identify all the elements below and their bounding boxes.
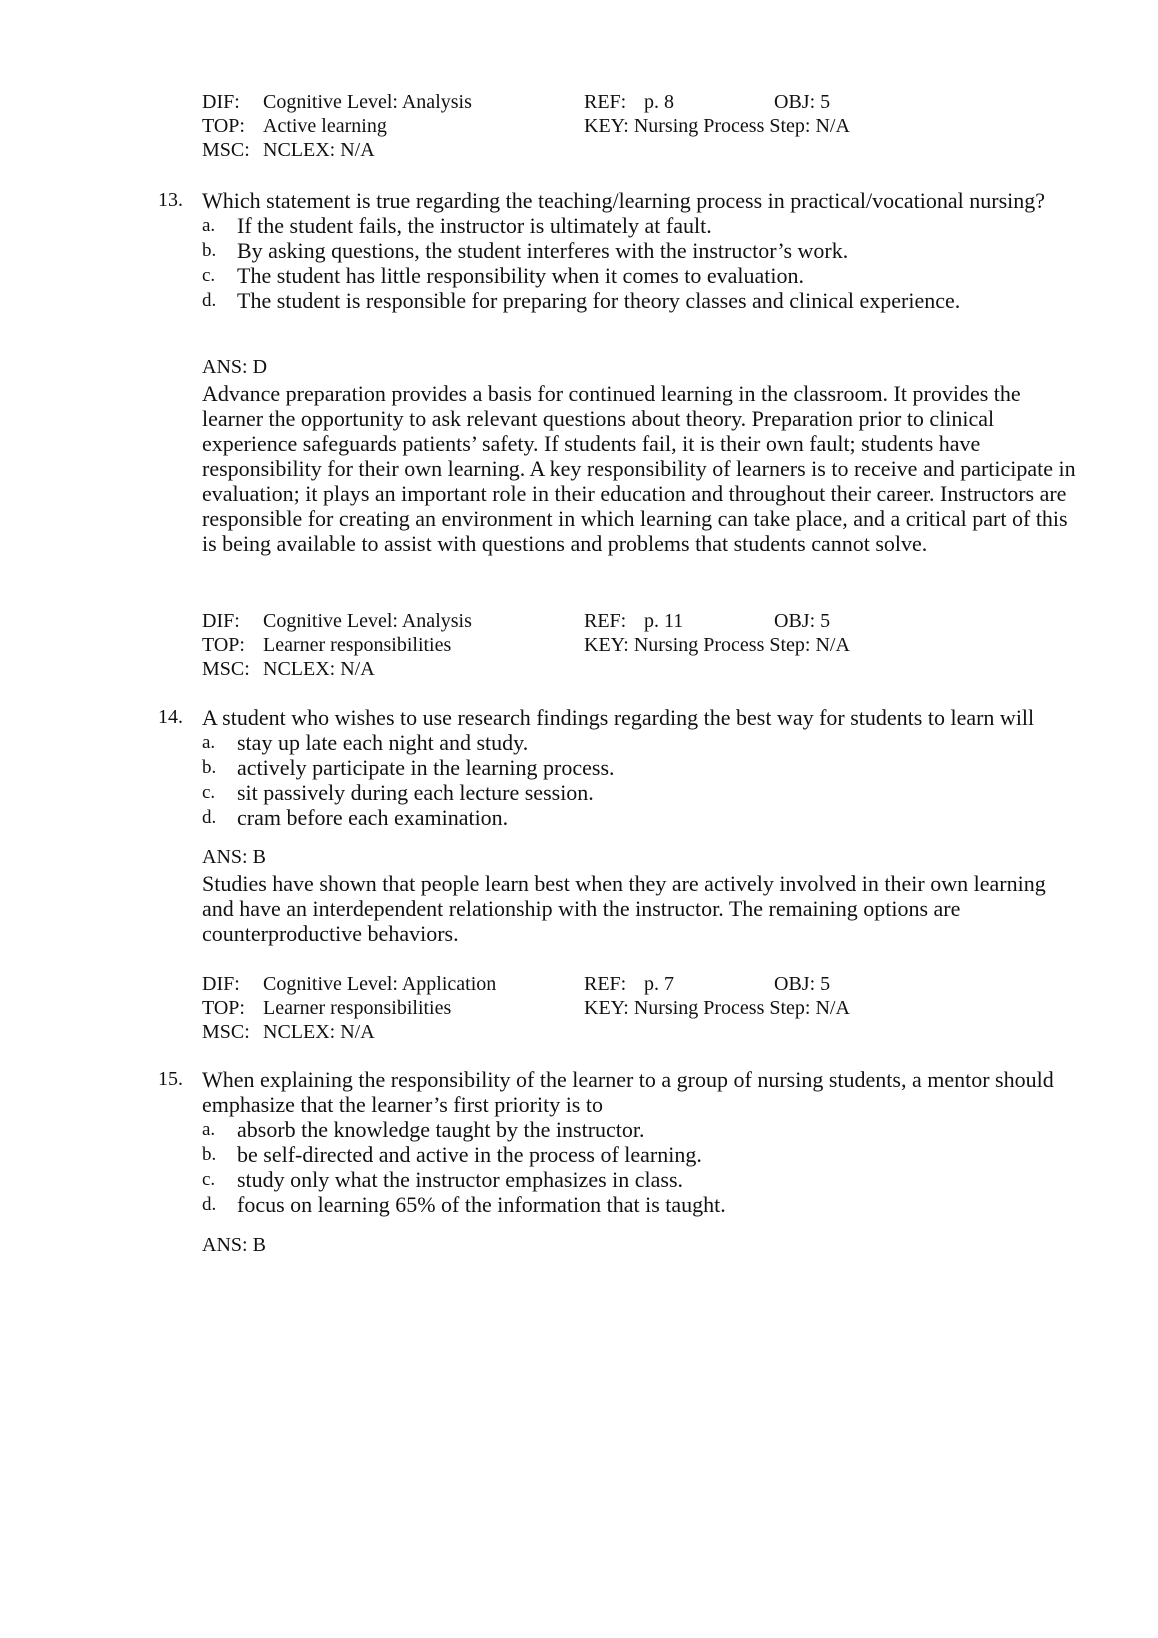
obj-value: OBJ: 5 xyxy=(774,973,831,995)
answer-key: ANS: D xyxy=(202,356,268,378)
msc-value: NCLEX: N/A xyxy=(263,658,375,680)
option-a xyxy=(202,1117,1098,1142)
ref-value: p. 8 xyxy=(644,91,674,113)
meta-row-msc xyxy=(202,1020,962,1044)
obj-value: OBJ: 5 xyxy=(774,91,831,113)
dif-label: DIF: xyxy=(202,610,240,632)
option-d xyxy=(202,1192,1098,1217)
option-letter: b. xyxy=(202,240,217,261)
msc-label: MSC: xyxy=(202,658,250,680)
option-text: If the student fails, the instructor is ultimately at fault. xyxy=(237,213,712,238)
option-text: be self-directed and active in the process of learning. xyxy=(237,1142,702,1167)
top-label: TOP: xyxy=(202,115,245,137)
answer-block-14 xyxy=(202,845,1082,946)
option-text: study only what the instructor emphasizes in class. xyxy=(237,1167,684,1192)
key-value: KEY: Nursing Process Step: N/A xyxy=(584,115,850,137)
key-value: KEY: Nursing Process Step: N/A xyxy=(584,997,850,1019)
option-text: stay up late each night and study. xyxy=(237,730,529,755)
meta-row-msc xyxy=(202,657,962,681)
obj-value: OBJ: 5 xyxy=(774,610,831,632)
option-letter: b. xyxy=(202,1144,217,1165)
option-c xyxy=(202,263,1098,288)
key-value: KEY: Nursing Process Step: N/A xyxy=(584,634,850,656)
option-text: actively participate in the learning process. xyxy=(237,755,615,780)
option-a xyxy=(202,213,1098,238)
rationale: Advance preparation provides a basis for continued learning in the classroom. It provides the learner the opportunity to ask relevant questions about theory. Preparation prior to clinical experience safeguards patients’ safety. If students fail, it is their own fault; students have responsibility for their own learning. A key responsibility of learners is to receive and participate in evaluation; it plays an important role in their education and throughout their career. Instructors are responsible for creating an environment in which learning can take place, and a critical part of this is being available to assist with questions and problems that students cannot solve. xyxy=(202,381,1076,556)
question-stem: A student who wishes to use research findings regarding the best way for students to learn will xyxy=(202,705,1035,730)
dif-label: DIF: xyxy=(202,973,240,995)
option-letter: d. xyxy=(202,290,217,311)
top-label: TOP: xyxy=(202,634,245,656)
option-list xyxy=(202,730,1098,830)
meta-row-dif xyxy=(202,609,962,633)
option-letter: c. xyxy=(202,265,216,286)
msc-label: MSC: xyxy=(202,1021,250,1043)
ref-label: REF: xyxy=(584,91,627,113)
metadata-block xyxy=(202,609,962,681)
option-d xyxy=(202,288,1098,313)
meta-row-top xyxy=(202,633,962,657)
answer-key: ANS: B xyxy=(202,1234,266,1256)
top-value: Active learning xyxy=(263,115,387,137)
answer-block-13 xyxy=(202,355,1082,556)
metadata-block xyxy=(202,972,962,1044)
option-text: cram before each examination. xyxy=(237,805,509,830)
option-text: By asking questions, the student interferes with the instructor’s work. xyxy=(237,238,849,263)
top-label: TOP: xyxy=(202,997,245,1019)
dif-value: Cognitive Level: Analysis xyxy=(263,610,472,632)
dif-value: Cognitive Level: Analysis xyxy=(263,91,472,113)
meta-row-top xyxy=(202,114,962,138)
meta-row-dif xyxy=(202,972,962,996)
meta-row-msc xyxy=(202,138,962,162)
question-13 xyxy=(158,188,1098,313)
msc-value: NCLEX: N/A xyxy=(263,139,375,161)
option-letter: b. xyxy=(202,757,217,778)
answer-key: ANS: B xyxy=(202,846,266,868)
metadata-block xyxy=(202,90,962,162)
option-letter: d. xyxy=(202,1194,217,1215)
option-list xyxy=(202,213,1098,313)
ref-label: REF: xyxy=(584,610,627,632)
option-list xyxy=(202,1117,1098,1217)
option-c xyxy=(202,780,1098,805)
ref-value: p. 11 xyxy=(644,610,684,632)
option-b xyxy=(202,755,1098,780)
question-stem: Which statement is true regarding the teaching/learning process in practical/vocational nursing? xyxy=(202,188,1046,213)
rationale: Studies have shown that people learn best when they are actively involved in their own learning and have an interdependent relationship with the instructor. The remaining options are counterproductive behaviors. xyxy=(202,871,1046,946)
answer-block-15 xyxy=(202,1233,1082,1259)
meta-row-dif xyxy=(202,90,962,114)
option-letter: c. xyxy=(202,1169,216,1190)
option-c xyxy=(202,1167,1098,1192)
option-b xyxy=(202,238,1098,263)
option-letter: d. xyxy=(202,807,217,828)
option-text: The student is responsible for preparing for theory classes and clinical experience. xyxy=(237,288,961,313)
option-text: sit passively during each lecture session. xyxy=(237,780,594,805)
ref-value: p. 7 xyxy=(644,973,674,995)
question-number: 13. xyxy=(158,189,183,211)
question-15 xyxy=(158,1067,1098,1217)
dif-value: Cognitive Level: Application xyxy=(263,973,497,995)
option-letter: a. xyxy=(202,215,216,236)
question-stem: When explaining the responsibility of the learner to a group of nursing students, a mentor should emphasize that the learner’s first priority is to xyxy=(202,1067,1054,1117)
option-text: absorb the knowledge taught by the instructor. xyxy=(237,1117,645,1142)
option-d xyxy=(202,805,1098,830)
option-letter: a. xyxy=(202,732,216,753)
option-b xyxy=(202,1142,1098,1167)
dif-label: DIF: xyxy=(202,91,240,113)
top-value: Learner responsibilities xyxy=(263,997,452,1019)
option-letter: c. xyxy=(202,782,216,803)
option-letter: a. xyxy=(202,1119,216,1140)
question-number: 14. xyxy=(158,706,183,728)
ref-label: REF: xyxy=(584,973,627,995)
question-14 xyxy=(158,705,1098,830)
option-a xyxy=(202,730,1098,755)
msc-label: MSC: xyxy=(202,139,250,161)
meta-row-top xyxy=(202,996,962,1020)
option-text: focus on learning 65% of the information that is taught. xyxy=(237,1192,726,1217)
question-number: 15. xyxy=(158,1068,183,1090)
msc-value: NCLEX: N/A xyxy=(263,1021,375,1043)
option-text: The student has little responsibility when it comes to evaluation. xyxy=(237,263,805,288)
top-value: Learner responsibilities xyxy=(263,634,452,656)
